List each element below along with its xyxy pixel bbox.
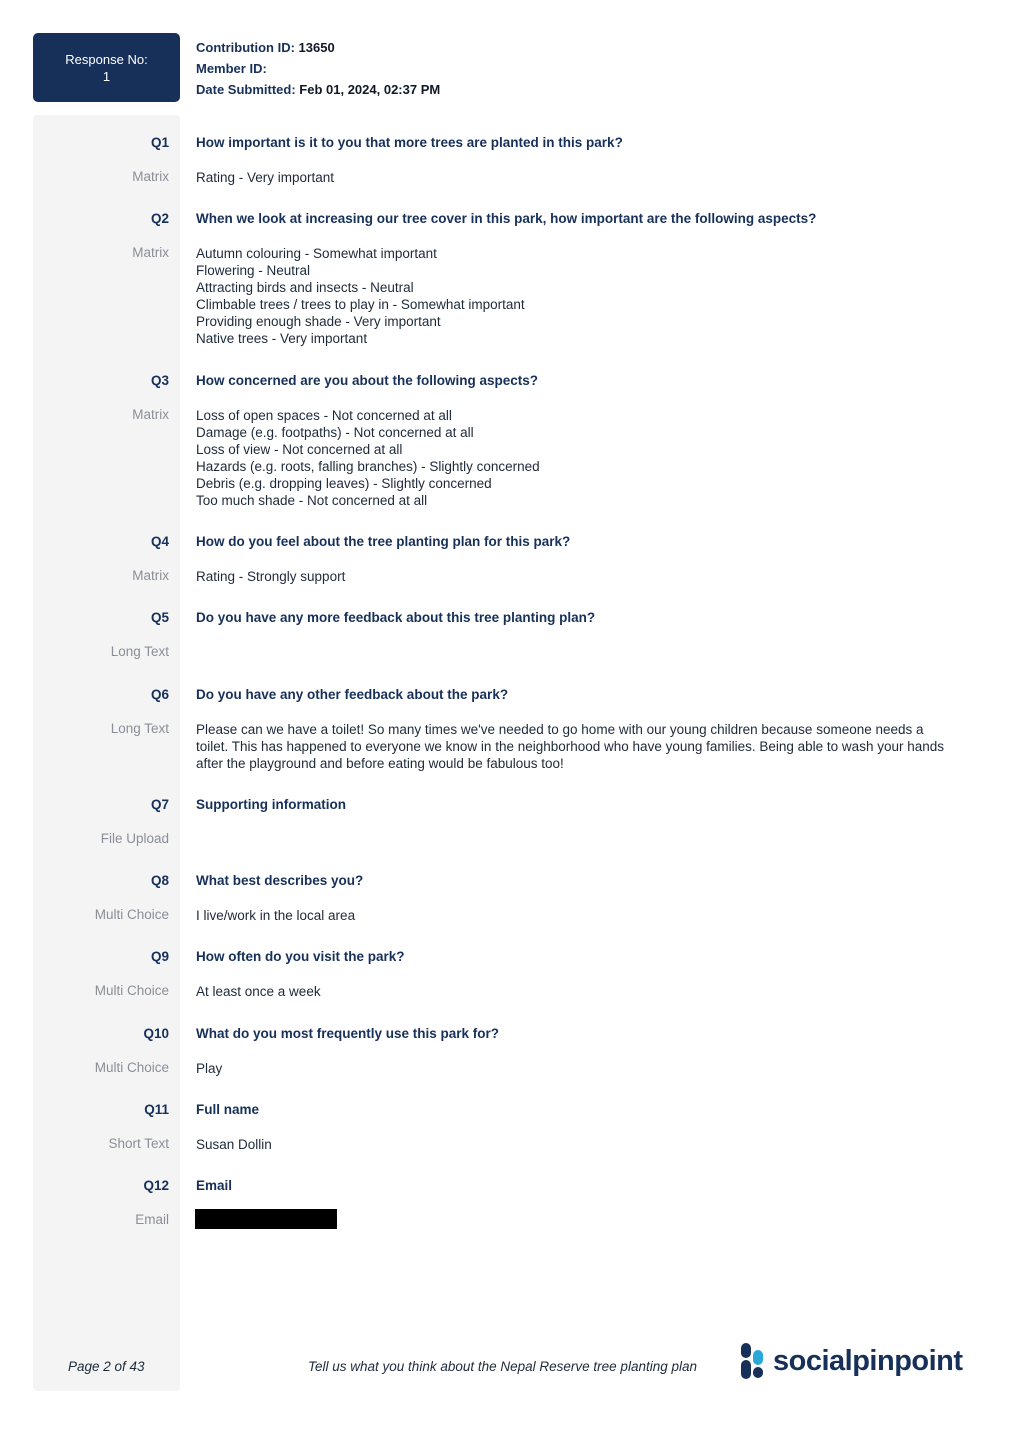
member-id-label: Member ID: [196,61,267,76]
answer-line: Too much shade - Not concerned at all [196,493,428,508]
question-title: How concerned are you about the following aspects? [196,373,539,388]
question-title: Do you have any other feedback about the park? [196,687,509,702]
answer-line: Loss of open spaces - Not concerned at all [196,408,452,423]
question-title: How often do you visit the park? [196,949,405,964]
question-type: Short Text [108,1136,169,1151]
question-type: Email [135,1212,169,1227]
question-number: Q8 [150,873,169,888]
question-number: Q3 [150,373,169,388]
question-type: Matrix [132,169,169,184]
question-number: Q11 [144,1102,169,1117]
survey-title: Tell us what you think about the Nepal Reserve tree planting plan [308,1359,697,1374]
date-submitted-value: Feb 01, 2024, 02:37 PM [299,82,441,97]
answer-line: Rating - Strongly support [196,569,346,584]
answer-line: Attracting birds and insects - Neutral [196,280,414,295]
answer-line: Native trees - Very important [196,331,368,346]
question-answer [196,407,956,509]
question-title: What do you most frequently use this park for? [196,1026,500,1041]
answer-line: Climbable trees / trees to play in - Somewhat important [196,297,525,312]
answer-line: At least once a week [196,984,321,999]
pin-logo-icon [740,1343,764,1379]
answer-line: Providing enough shade - Very important [196,314,441,329]
question-number: Q5 [150,610,169,625]
response-number: 1 [102,68,111,84]
answer-line: Loss of view - Not concerned at all [196,442,403,457]
question-answer [196,1136,956,1153]
question-number: Q4 [150,534,169,549]
question-type: Long Text [110,721,169,736]
question-type: Matrix [132,568,169,583]
answer-line: Play [196,1061,223,1076]
page-number: Page 2 of 43 [68,1359,145,1374]
question-title: Do you have any more feedback about this tree planting plan? [196,610,596,625]
question-type: File Upload [100,831,169,846]
answer-line: Autumn colouring - Somewhat important [196,246,437,261]
question-answer [196,721,956,772]
question-answer [196,983,956,1000]
question-number: Q9 [150,949,169,964]
logo-wordmark: socialpinpoint [773,1344,963,1377]
answer-line: Please can we have a toilet! So many times we've needed to go home with our young children because someone needs a toilet. This has happened to everyone we know in the neighborhood who have young families. Being able to wash your hands after the playground and before eating would be fabulous too! [196,722,944,771]
date-submitted-label: Date Submitted: [196,82,296,97]
question-number: Q10 [143,1026,169,1041]
contribution-id-value: 13650 [298,40,335,55]
answer-line: Debris (e.g. dropping leaves) - Slightly concerned [196,476,492,491]
question-number: Q12 [143,1178,169,1193]
question-title: What best describes you? [196,873,364,888]
question-title: How important is it to you that more trees are planted in this park? [196,135,623,150]
question-type: Multi Choice [94,983,169,998]
question-number: Q1 [150,135,169,150]
question-title: Supporting information [196,797,346,812]
response-number-badge [33,33,180,102]
contribution-id-label: Contribution ID: [196,40,295,55]
answer-line: Rating - Very important [196,170,335,185]
question-answer [196,169,956,186]
question-type: Matrix [132,245,169,260]
submission-meta [196,37,440,100]
question-number: Q7 [150,797,169,812]
answer-line: Flowering - Neutral [196,263,311,278]
question-title: How do you feel about the tree planting plan for this park? [196,534,571,549]
question-answer [196,1060,956,1077]
redacted-email-block [195,1209,337,1229]
member-id-row [196,58,440,79]
contribution-id-row [196,37,440,58]
answer-line: I live/work in the local area [196,908,356,923]
answer-line: Susan Dollin [196,1137,272,1152]
question-type: Matrix [132,407,169,422]
response-label: Response No: [65,51,148,67]
question-title: Full name [196,1102,260,1117]
question-title: Email [196,1178,233,1193]
question-type: Multi Choice [94,1060,169,1075]
question-answer [196,907,956,924]
socialpinpoint-logo [740,1342,963,1380]
question-type: Multi Choice [94,907,169,922]
question-number: Q2 [150,211,169,226]
question-answer [196,245,956,347]
answer-line: Damage (e.g. footpaths) - Not concerned at all [196,425,474,440]
answer-line: Hazards (e.g. roots, falling branches) - Slightly concerned [196,459,540,474]
question-answer [196,568,956,585]
question-title: When we look at increasing our tree cover in this park, how important are the following aspects? [196,211,817,226]
question-type: Long Text [110,644,169,659]
question-sidebar [33,115,180,1391]
date-submitted-row [196,79,440,100]
question-number: Q6 [150,687,169,702]
